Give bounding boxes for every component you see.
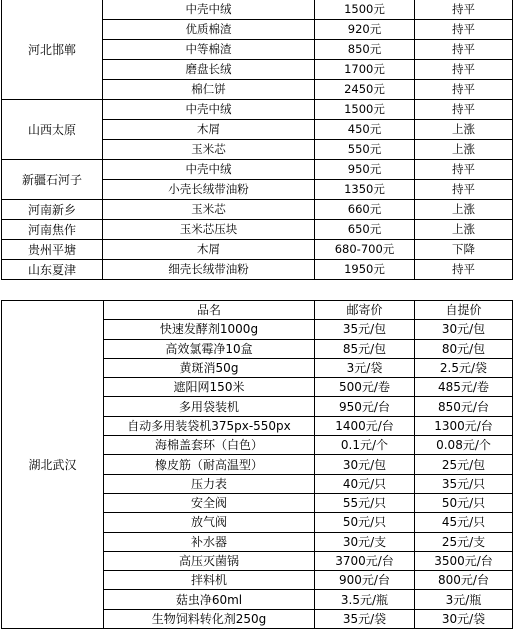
- product-cell: 木屑: [103, 120, 315, 140]
- price-cell: 1500元: [315, 0, 415, 20]
- mail-price-cell: 50元/只: [315, 513, 415, 532]
- product-cell: 高效氯霉净10盒: [104, 339, 315, 358]
- column-header-pickup-price: 自提价: [415, 301, 513, 320]
- price-cell: 680-700元: [315, 240, 415, 260]
- product-cell: 中壳中绒: [103, 0, 315, 20]
- table-row: [2, 220, 513, 240]
- table-row: [2, 100, 513, 120]
- trend-cell: 持平: [415, 60, 513, 80]
- product-cell: 补水器: [104, 532, 315, 551]
- product-cell: 安全阀: [104, 493, 315, 512]
- column-header-mail-price: 邮寄价: [315, 301, 415, 320]
- product-cell: 玉米芯: [103, 140, 315, 160]
- product-cell: 自动多用装袋机375px-550px: [104, 416, 315, 435]
- product-cell: 放气阀: [104, 513, 315, 532]
- price-cell: 550元: [315, 140, 415, 160]
- product-cell: 菇虫净60ml: [104, 590, 315, 609]
- column-header-product: 品名: [104, 301, 315, 320]
- product-cell: 中壳中绒: [103, 160, 315, 180]
- product-cell: 玉米芯压块: [103, 220, 315, 240]
- product-cell: 快速发酵剂1000g: [104, 320, 315, 339]
- trend-cell: 持平: [415, 160, 513, 180]
- product-cell: 中等棉渣: [103, 40, 315, 60]
- mail-price-cell: 35元/包: [315, 320, 415, 339]
- table-row: [2, 240, 513, 260]
- pickup-price-cell: 50元/只: [415, 493, 513, 512]
- region-cell: 山东夏津: [2, 260, 103, 280]
- mail-price-cell: 3元/袋: [315, 358, 415, 377]
- pickup-price-cell: 35元/只: [415, 474, 513, 493]
- price-cell: 850元: [315, 40, 415, 60]
- product-cell: 多用袋装机: [104, 397, 315, 416]
- product-cell: 玉米芯: [103, 200, 315, 220]
- product-cell: 拌料机: [104, 571, 315, 590]
- price-cell: 660元: [315, 200, 415, 220]
- product-cell: 压力表: [104, 474, 315, 493]
- table-row: [2, 260, 513, 280]
- product-cell: 优质棉渣: [103, 20, 315, 40]
- trend-cell: 持平: [415, 0, 513, 20]
- price-cell: 1500元: [315, 100, 415, 120]
- mail-price-cell: 55元/只: [315, 493, 415, 512]
- mail-price-cell: 950元/台: [315, 397, 415, 416]
- trend-cell: 上涨: [415, 220, 513, 240]
- trend-cell: 下降: [415, 240, 513, 260]
- mail-price-cell: 30元/包: [315, 455, 415, 474]
- trend-cell: 上涨: [415, 120, 513, 140]
- pickup-price-cell: 30元/袋: [415, 609, 513, 628]
- product-cell: 遮阳网150米: [104, 378, 315, 397]
- price-cell: 920元: [315, 20, 415, 40]
- price-cell: 2450元: [315, 80, 415, 100]
- region-cell: 新疆石河子: [2, 160, 103, 200]
- product-cell: 生物饲料转化剂250g: [104, 609, 315, 628]
- region-cell: 河南新乡: [2, 200, 103, 220]
- product-cell: 小壳长绒带油粉: [103, 180, 315, 200]
- product-cell: 磨盘长绒: [103, 60, 315, 80]
- pickup-price-cell: 850元/台: [415, 397, 513, 416]
- product-cell: 细壳长绒带油粉: [103, 260, 315, 280]
- pickup-price-cell: 0.08元/个: [415, 436, 513, 455]
- trend-cell: 持平: [415, 180, 513, 200]
- pickup-price-cell: 25元/支: [415, 532, 513, 551]
- price-cell: 450元: [315, 120, 415, 140]
- trend-cell: 上涨: [415, 140, 513, 160]
- pickup-price-cell: 1300元/台: [415, 416, 513, 435]
- mail-price-cell: 3700元/台: [315, 551, 415, 570]
- product-cell: 海棉盖套环（白色）: [104, 436, 315, 455]
- region-cell: 贵州平塘: [2, 240, 103, 260]
- header-row: [2, 301, 513, 320]
- market-price-table: [1, 0, 513, 280]
- pickup-price-cell: 30元/包: [415, 320, 513, 339]
- mail-price-cell: 3.5元/瓶: [315, 590, 415, 609]
- mail-price-cell: 40元/只: [315, 474, 415, 493]
- price-cell: 1350元: [315, 180, 415, 200]
- pickup-price-cell: 800元/台: [415, 571, 513, 590]
- pickup-price-cell: 25元/包: [415, 455, 513, 474]
- price-cell: 650元: [315, 220, 415, 240]
- table-row: [2, 0, 513, 20]
- region-cell: 河北邯郸: [2, 0, 103, 100]
- price-cell: 1950元: [315, 260, 415, 280]
- region-cell: 山西太原: [2, 100, 103, 160]
- pickup-price-cell: 3500元/台: [415, 551, 513, 570]
- product-cell: 棉仁饼: [103, 80, 315, 100]
- trend-cell: 持平: [415, 260, 513, 280]
- mail-price-cell: 900元/台: [315, 571, 415, 590]
- mail-price-cell: 85元/包: [315, 339, 415, 358]
- pickup-price-cell: 2.5元/袋: [415, 358, 513, 377]
- product-cell: 高压灭菌锅: [104, 551, 315, 570]
- pickup-price-cell: 485元/卷: [415, 378, 513, 397]
- product-cell: 中壳中绒: [103, 100, 315, 120]
- table-row: [2, 200, 513, 220]
- pickup-price-cell: 3元/瓶: [415, 590, 513, 609]
- price-cell: 1700元: [315, 60, 415, 80]
- product-cell: 黄斑消50g: [104, 358, 315, 377]
- mail-price-cell: 35元/袋: [315, 609, 415, 628]
- trend-cell: 持平: [415, 40, 513, 60]
- supplies-price-table: [1, 300, 513, 629]
- mail-price-cell: 0.1元/个: [315, 436, 415, 455]
- product-cell: 橡皮筋（耐高温型）: [104, 455, 315, 474]
- trend-cell: 持平: [415, 80, 513, 100]
- price-cell: 950元: [315, 160, 415, 180]
- trend-cell: 持平: [415, 100, 513, 120]
- region-cell: 湖北武汉: [2, 301, 104, 629]
- trend-cell: 持平: [415, 20, 513, 40]
- pickup-price-cell: 80元/包: [415, 339, 513, 358]
- mail-price-cell: 500元/卷: [315, 378, 415, 397]
- mail-price-cell: 1400元/台: [315, 416, 415, 435]
- pickup-price-cell: 45元/只: [415, 513, 513, 532]
- region-cell: 河南焦作: [2, 220, 103, 240]
- mail-price-cell: 30元/支: [315, 532, 415, 551]
- table-row: [2, 160, 513, 180]
- trend-cell: 上涨: [415, 200, 513, 220]
- product-cell: 木屑: [103, 240, 315, 260]
